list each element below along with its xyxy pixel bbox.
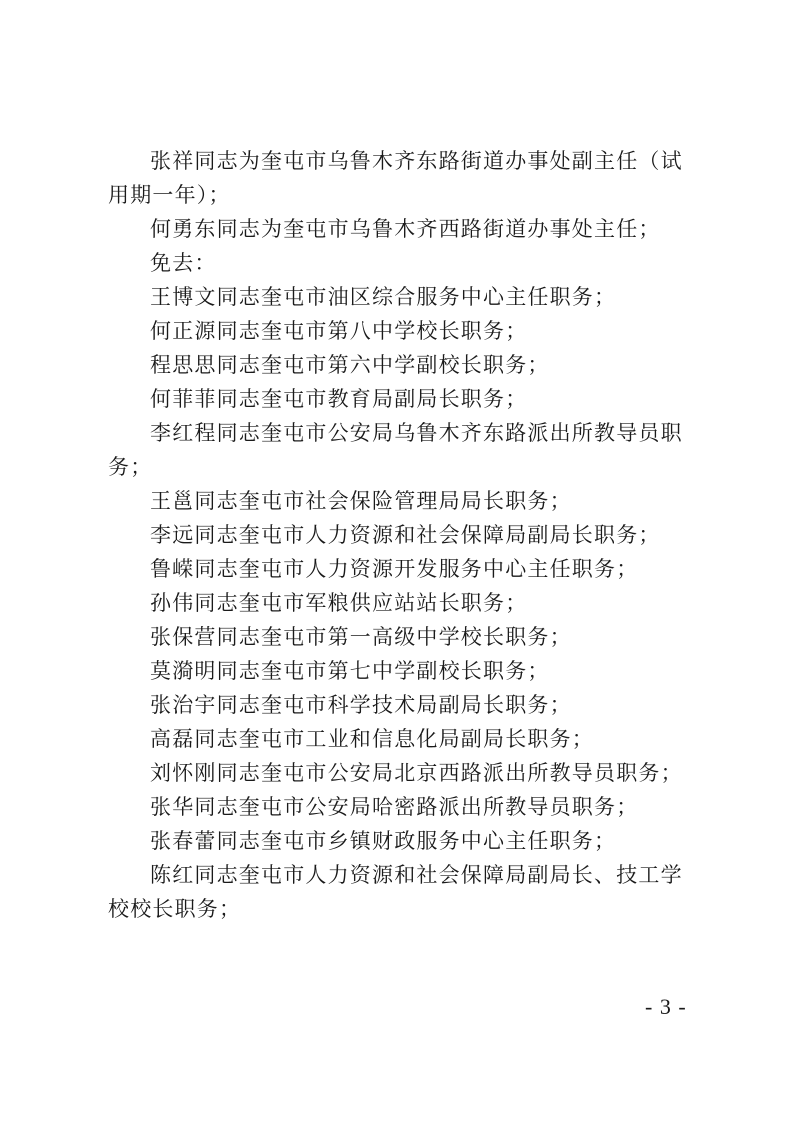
paragraph: 免去： <box>150 251 217 275</box>
paragraph: 程思思同志奎屯市第六中学副校长职务； <box>150 353 550 377</box>
paragraph: 何勇东同志为奎屯市乌鲁木齐西路街道办事处主任； <box>150 217 661 241</box>
paragraph: 张治宇同志奎屯市科学技术局副局长职务； <box>150 693 572 717</box>
paragraph: 王博文同志奎屯市油区综合服务中心主任职务； <box>150 285 617 309</box>
paragraph: 张华同志奎屯市公安局哈密路派出所教导员职务； <box>150 795 639 819</box>
paragraph: 刘怀刚同志奎屯市公安局北京西路派出所教导员职务； <box>150 761 683 785</box>
paragraph: 何菲菲同志奎屯市教育局副局长职务； <box>150 387 528 411</box>
paragraph: 何正源同志奎屯市第八中学校长职务； <box>150 319 528 343</box>
paragraph: 陈红同志奎屯市人力资源和社会保障局副局长、技工学校校长职务； <box>108 863 683 921</box>
paragraph: 张春蕾同志奎屯市乡镇财政服务中心主任职务； <box>150 829 617 853</box>
paragraph: 王邕同志奎屯市社会保险管理局局长职务； <box>150 489 572 513</box>
paragraph: 张祥同志为奎屯市乌鲁木齐东路街道办事处副主任（试用期一年）； <box>108 149 683 207</box>
paragraph: 高磊同志奎屯市工业和信息化局副局长职务； <box>150 727 594 751</box>
paragraph: 张保营同志奎屯市第一高级中学校长职务； <box>150 625 572 649</box>
paragraph: 莫漪明同志奎屯市第七中学副校长职务； <box>150 659 550 683</box>
paragraph: 鲁嵘同志奎屯市人力资源开发服务中心主任职务； <box>150 557 639 581</box>
paragraph: 孙伟同志奎屯市军粮供应站站长职务； <box>150 591 528 615</box>
paragraph: 李红程同志奎屯市公安局乌鲁木齐东路派出所教导员职务； <box>108 421 683 479</box>
page-number: - 3 - <box>645 994 687 1019</box>
paragraph: 李远同志奎屯市人力资源和社会保障局副局长职务； <box>150 523 661 547</box>
document-body <box>108 144 692 926</box>
